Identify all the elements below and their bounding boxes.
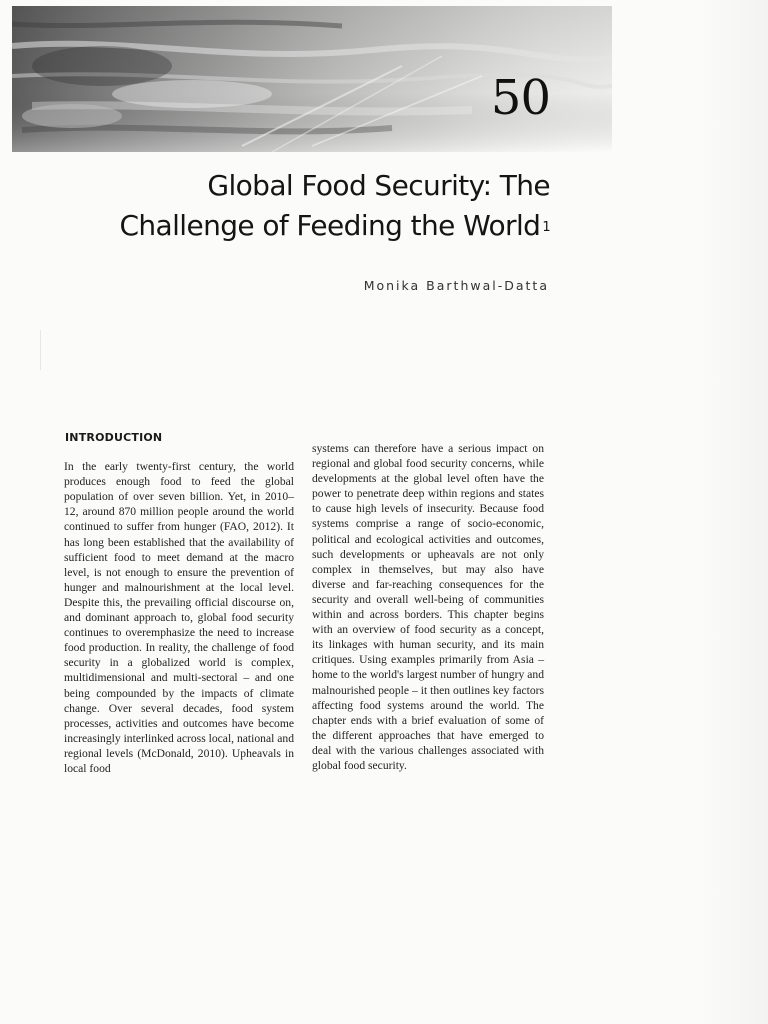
right-column	[312, 441, 544, 773]
author-name: Monika Barthwal-Datta	[363, 278, 549, 293]
scan-artifact	[40, 330, 41, 370]
scan-edge-shade	[698, 0, 768, 1024]
chapter-title-line-1: Global Food Security: The	[207, 169, 550, 202]
section-heading: INTRODUCTION	[65, 431, 163, 444]
chapter-title-line-2	[30, 206, 550, 246]
chapter-number: 50	[490, 70, 550, 126]
title-footnote-marker[interactable]: 1	[542, 220, 550, 235]
right-column-text: systems can therefore have a serious impact on regional and global food security concerns, while developments at the global level often have the power to penetrate deep within regions and states to cause high levels of insecurity. Because food systems comprise a range of socio-economic, political and ecological activities and outcomes, such developments or upheavals are not only complex in themselves, but may also have diverse and far-reaching consequences for the security and overall well-being of communities within and across borders. This chapter begins with an overview of food security as a concept, its linkages with human security, and its main critiques. Using examples primarily from Asia – home to the world's largest number of hungry and malnourished people – it then outlines key factors affecting food systems around the world. The chapter ends with a brief evaluation of some of the different approaches that have emerged to deal with the various challenges associated with global food security.	[312, 442, 544, 772]
left-column	[62, 430, 294, 776]
chapter-title	[30, 166, 550, 246]
chapter-title-line-2-text: Challenge of Feeding the World	[119, 209, 541, 242]
left-column-text: In the early twenty-first century, the world produces enough food to feed the global population of over seven billion. Yet, in 2010–12, around 870 million people around the world continued to suffer from hunger (FAO, 2012). It has long been established that the availability of sufficient food to meet demand at the macro level, is not enough to ensure the prevention of hunger and malnourishment at the local level. Despite this, the prevailing official discourse on, and dominant approach to, global food security continues to overemphasize the need to increase food production. In reality, the challenge of food security in a globalized world is complex, multidimensional and multi-sectoral – and one being compounded by the impacts of climate change. Over several decades, food system processes, activities and outcomes have become increasingly interlinked across local, national and regional levels (McDonald, 2010). Upheavals in local food	[64, 460, 294, 775]
